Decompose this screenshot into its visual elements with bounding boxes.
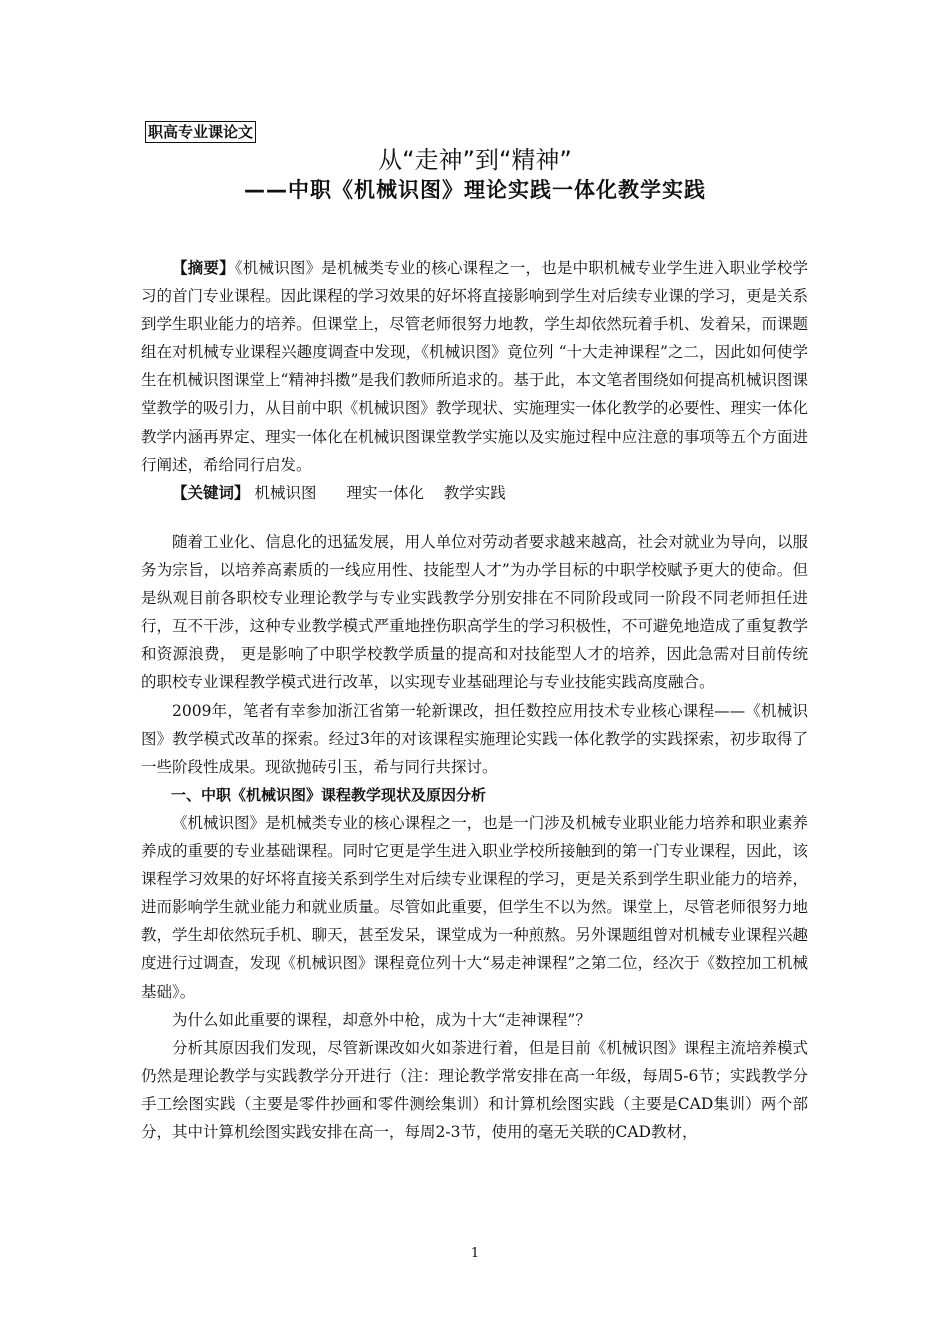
section-heading: 一、中职《机械识图》课程教学现状及原因分析 [171,785,487,804]
body-paragraph: 分析其原因我们发现，尽管新课改如火如荼进行着，但是目前《机械识图》课程主流培养模式仍然是理论教学与实践教学分开进行（注：理论教学常安排在高一年级，每周5-6节；实践教学分手工绘图实践（主要是零件抄画和零件测绘集训）和计算机绘图实践（主要是CAD集训）两个部分，其中计算机绘图实践安排在高一，每周2-3节，使用的毫无关联的CAD教材， [141,1038,808,1141]
main-text [141,528,808,1146]
keywords-line [141,479,808,507]
abstract-section [141,254,808,507]
abstract-text: 《机械识图》是机械类专业的核心课程之一，也是中职机械专业学生进入职业学校学习的首门专业课程。因此课程的学习效果的好坏将直接影响到学生对后续专业课的学习，更是关系到学生职业能力的培养。但课堂上，尽管老师很努力地教，学生却依然玩着手机、发着呆，而课题组在对机械专业课程兴趣度调查中发现，《机械识图》竟位列 “十大走神课程”之二，因此如何使学生在机械识图课堂上“精神抖擞”是我们教师所追求的。基于此，本文笔者围绕如何提高机械识图课堂教学的吸引力，从目前中职《机械识图》教学现状、实施理实一体化教学的必要性、理实一体化教学内涵再界定、理实一体化在机械识图课堂教学实施以及实施过程中应注意的事项等五个方面进行阐述，希给同行启发。 [141,259,808,474]
body-paragraph: 2009年，笔者有幸参加浙江省第一轮新课改，担任数控应用技术专业核心课程——《机械识图》教学模式改革的探索。经过3年的对该课程实施理论实践一体化教学的实践探索，初步取得了一些阶段性成果。现欲抛砖引玉，希与同行共探讨。 [141,701,808,776]
abstract-paragraph [141,254,808,479]
body-paragraph: 《机械识图》是机械类专业的核心课程之一，也是一门涉及机械专业职业能力培养和职业素养养成的重要的专业基础课程。同时它更是学生进入职业学校所接触到的第一门专业课程，因此，该课程学习效果的好坏将直接关系到学生对后续专业课程的学习，更是关系到学生职业能力的培养，进而影响学生就业能力和就业质量。尽管如此重要，但学生不以为然。课堂上，尽管老师很努力地教，学生却依然玩手机、聊天，甚至发呆，课堂成为一种煎熬。另外课题组曾对机械专业课程兴趣度进行过调查，发现《机械识图》课程竟位列十大“易走神课程”之第二位，经次于《数控加工机械基础》。 [141,813,808,1001]
paper-subtitle: ——中职《机械识图》理论实践一体化教学实践 [244,178,706,202]
keywords-label: 【关键词】 [172,482,250,502]
document-category-tag: 职高专业课论文 [145,121,256,143]
keyword-item: 理实一体化 [346,483,424,502]
page-number: 1 [470,1246,480,1261]
keyword-item: 机械识图 [254,483,317,502]
body-paragraph: 为什么如此重要的课程，却意外中枪，成为十大“走神课程”？ [172,1010,591,1029]
body-paragraph: 随着工业化、信息化的迅猛发展，用人单位对劳动者要求越来越高，社会对就业为导向，以服务为宗旨，以培养高素质的一线应用性、技能型人才”为办学目标的中职学校赋予更大的使命。但是纵观目前各职校专业理论教学与专业实践教学分别安排在不同阶段或同一阶段不同老师担任进行，互不干涉，这种专业教学模式严重地挫伤职高学生的学习积极性，不可避免地造成了重复教学和资源浪费， 更是影响了中职学校教学质量的提高和对技能型人才的培养，因此急需对目前传统的职校专业课程教学模式进行改革，以实现专业基础理论与专业技能实践高度融合。 [141,533,808,692]
paper-title: 从“走神”到“精神” [378,146,572,174]
abstract-label: 【摘要】 [172,258,235,277]
keyword-item: 教学实践 [443,483,506,502]
